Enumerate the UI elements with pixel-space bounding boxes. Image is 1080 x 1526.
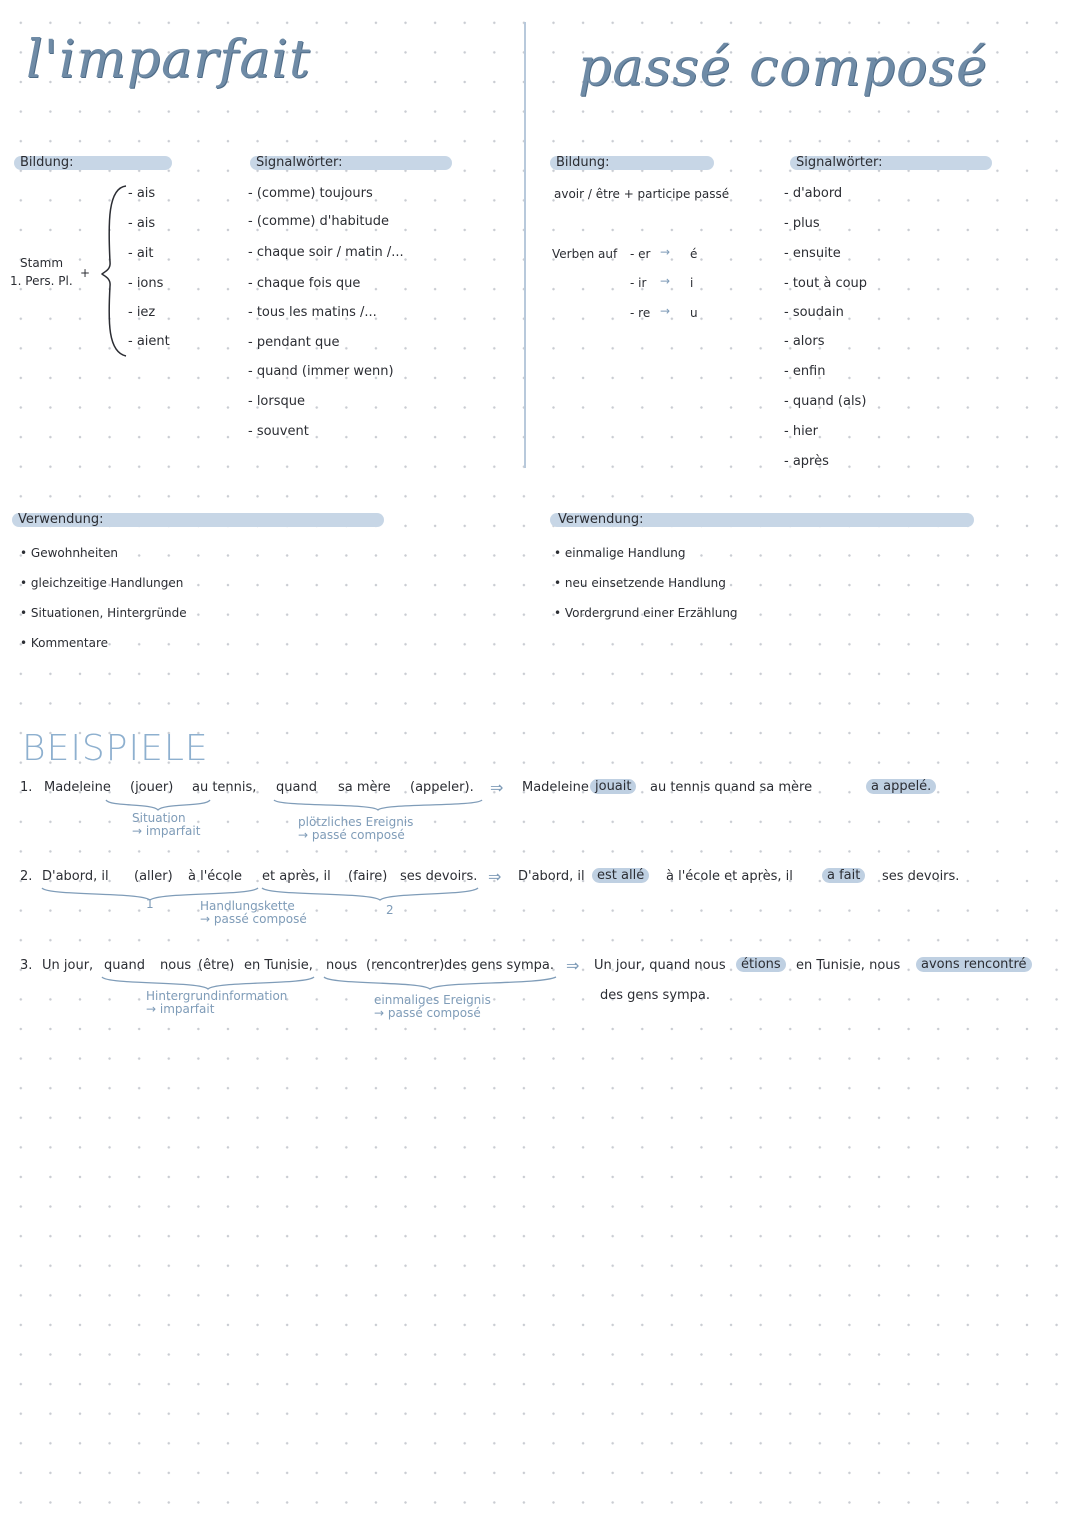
verwendung-left-2: • gleichzeitige Handlungen — [20, 576, 184, 590]
imparfait-title: l'imparfait — [26, 30, 311, 90]
verwendung-right-2: • neu einsetzende Handlung — [554, 576, 726, 590]
verwendung-right-3: • Vordergrund einer Erzählung — [554, 606, 738, 620]
rule-re-from: - re — [630, 306, 651, 320]
ex2-number: 2. — [20, 869, 33, 884]
signal-word-left-2: - (comme) d'habitude — [248, 214, 390, 229]
ex3-nous-1: nous — [160, 958, 192, 973]
ending-ait: - ait — [128, 246, 154, 261]
signal-word-right-8: - quand (als) — [784, 394, 867, 409]
ex1-verb1: (jouer) — [130, 780, 174, 795]
signal-word-left-9: - souvent — [248, 424, 309, 439]
ex1-brace-2 — [272, 798, 484, 812]
ex1-note2: plötzliches Ereignis → passé composé — [298, 815, 414, 842]
ex3-result-start: Un jour, quand nous — [594, 958, 726, 973]
rule-arrow-2: → — [660, 274, 671, 288]
ex3-verb1: (être) — [198, 958, 235, 973]
ex1-arrow: ⇒ — [490, 778, 504, 797]
plus-sign: + — [80, 266, 91, 280]
rule-arrow-3: → — [660, 304, 671, 318]
signal-word-left-4: - chaque fois que — [248, 276, 361, 291]
stamm-label: Stamm — [20, 256, 64, 270]
ex3-tunisie: en Tunisie, — [244, 958, 313, 973]
ex2-dabord: D'abord, il — [42, 869, 109, 884]
ex1-result-jouait: jouait — [590, 779, 636, 794]
ex2-arrow: ⇒ — [488, 867, 502, 886]
ex1-sa-mere: sa mère — [338, 780, 391, 795]
ex2-ecole: à l'école — [188, 869, 242, 884]
ending-aient: - aient — [128, 334, 170, 349]
ex3-verb2: (rencontrer) — [366, 958, 445, 973]
ex2-et-apres: et après, il — [262, 869, 331, 884]
ex1-subject: Madeleine — [44, 780, 111, 795]
signal-word-right-7: - enfin — [784, 364, 826, 379]
ex2-result-end: ses devoirs. — [882, 869, 960, 884]
verwendung-left-3: • Situationen, Hintergründe — [20, 606, 187, 620]
signal-word-left-6: - pendant que — [248, 335, 340, 350]
ex2-mark-1: 1 — [146, 897, 154, 911]
ex1-number: 1. — [20, 780, 33, 795]
verwendung-label-left: Verwendung: — [18, 512, 104, 527]
signal-word-right-4: - tout à coup — [784, 276, 868, 291]
verwendung-left-1: • Gewohnheiten — [20, 546, 118, 560]
ex1-verb2: (appeler). — [410, 780, 474, 795]
verwendung-label-right: Verwendung: — [558, 512, 644, 527]
signal-word-left-8: - lorsque — [248, 394, 305, 409]
ex2-result-middle: à l'école et après, il — [666, 869, 793, 884]
signal-word-left-5: - tous les matins /... — [248, 305, 377, 320]
signal-word-right-1: - d'abord — [784, 186, 843, 201]
ex3-quand: quand — [104, 958, 145, 973]
verwendung-right-1: • einmalige Handlung — [554, 546, 686, 560]
ex3-gens: des gens sympa. — [444, 958, 555, 973]
ex2-result-dabord: D'abord, il — [518, 869, 585, 884]
ending-iez: - iez — [128, 305, 156, 320]
ex2-mark-2: 2 — [386, 903, 394, 917]
ex3-number: 3. — [20, 958, 33, 973]
ex1-note1: Situation → imparfait — [132, 811, 201, 838]
ex2-devoirs: ses devoirs. — [400, 869, 478, 884]
verwendung-left-4: • Kommentare — [20, 636, 108, 650]
ex1-brace-1 — [104, 798, 212, 812]
bildung-label-right: Bildung: — [556, 155, 610, 170]
signal-word-right-9: - hier — [784, 424, 819, 439]
signal-word-left-1: - (comme) toujours — [248, 186, 373, 201]
signal-word-left-3: - chaque soir / matin /... — [248, 245, 404, 260]
verben-label: Verben auf — [552, 247, 618, 261]
ex3-note1: Hintergrundinformation → imparfait — [146, 989, 288, 1016]
ex1-quand: quand — [276, 780, 317, 795]
ex3-result-etions: étions — [736, 957, 786, 972]
ex3-nous-2: nous — [326, 958, 358, 973]
ex3-arrow: ⇒ — [566, 956, 580, 975]
ending-ions: - ions — [128, 276, 164, 291]
signal-word-left-7: - quand (immer wenn) — [248, 364, 394, 379]
rule-er-to: é — [690, 247, 698, 261]
ex3-un-jour: Un jour, — [42, 958, 94, 973]
column-divider — [524, 22, 526, 468]
rule-arrow-1: → — [660, 245, 671, 259]
signal-word-right-2: - plus — [784, 216, 820, 231]
signal-word-right-6: - alors — [784, 334, 825, 349]
ex2-result-est-alle: est allé — [592, 868, 649, 883]
ending-ais-1: - ais — [128, 186, 156, 201]
stamm-person-label: 1. Pers. Pl. — [10, 274, 73, 288]
ex2-result-a-fait: a fait — [822, 868, 865, 883]
rule-ir-to: i — [690, 276, 694, 290]
ex2-verb1: (aller) — [134, 869, 173, 884]
ex3-result-middle: en Tunisie, nous — [796, 958, 901, 973]
ex1-result-middle: au tennis quand sa mère — [650, 780, 813, 795]
bildung-formula: avoir / être + participe passé — [554, 187, 730, 201]
signal-label-left: Signalwörter: — [256, 155, 343, 170]
ex2-verb2: (faire) — [348, 869, 388, 884]
ex2-note1: Handlungskette → passé composé — [200, 899, 307, 926]
ex1-au-tennis: au tennis, — [192, 780, 257, 795]
ex3-note2: einmaliges Ereignis → passé composé — [374, 993, 491, 1020]
ex1-result-a-appele: a appelé. — [866, 779, 936, 794]
signal-word-right-10: - après — [784, 454, 829, 469]
bildung-label-left: Bildung: — [20, 155, 74, 170]
ex3-result-end: des gens sympa. — [600, 988, 711, 1003]
rule-ir-from: - ir — [630, 276, 647, 290]
ex1-result-subject: Madeleine — [522, 780, 589, 795]
beispiele-heading: BEISPIELE — [22, 728, 209, 769]
signal-label-right: Signalwörter: — [796, 155, 883, 170]
endings-brace — [100, 182, 130, 360]
rule-re-to: u — [690, 306, 698, 320]
ending-ais-2: - ais — [128, 216, 156, 231]
rule-er-from: - er — [630, 247, 651, 261]
passe-compose-title: passé composé — [578, 38, 988, 98]
signal-word-right-5: - soudain — [784, 305, 844, 320]
signal-word-right-3: - ensuite — [784, 246, 841, 261]
ex3-result-avons-rencontre: avons rencontré — [916, 957, 1032, 972]
